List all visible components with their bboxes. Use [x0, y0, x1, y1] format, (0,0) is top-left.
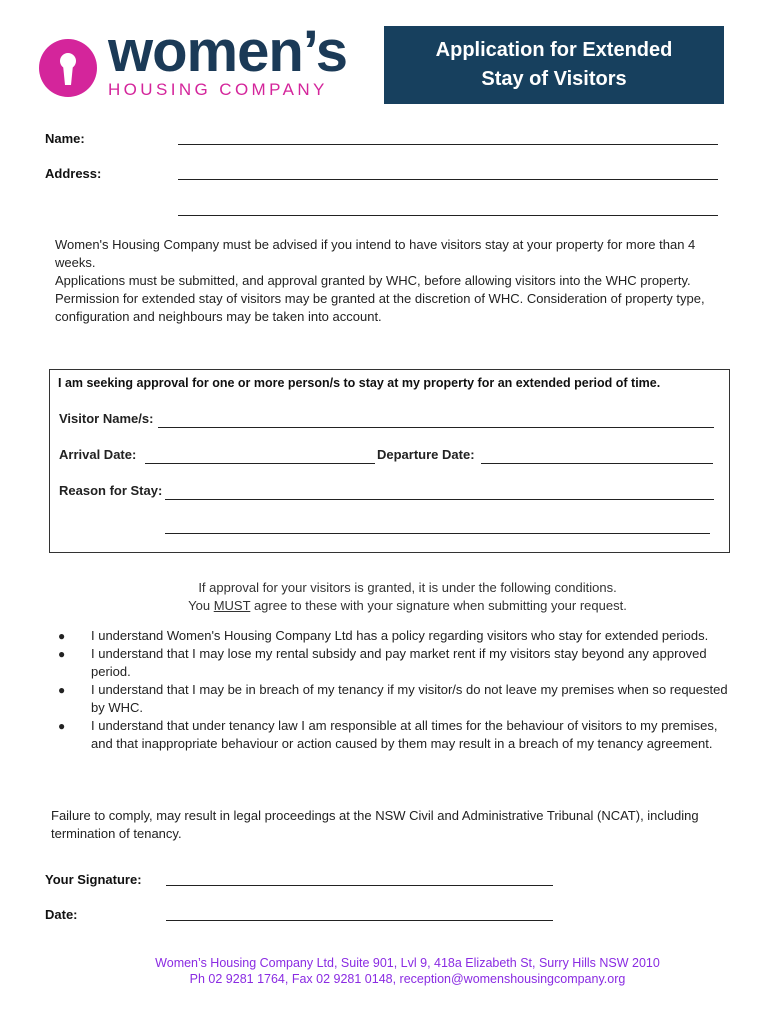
intro-paragraph: Women's Housing Company must be advised if you intend to have visitors stay at your property for more than 4 weeks.: [55, 237, 696, 270]
reason-for-stay-label: Reason for Stay:: [59, 483, 163, 498]
date-field[interactable]: [166, 920, 553, 921]
bullet-icon: ●: [58, 647, 66, 661]
logo-subtitle: HOUSING COMPANY: [108, 80, 328, 99]
visitor-names-field[interactable]: [158, 427, 714, 428]
address-label: Address:: [45, 166, 102, 181]
form-title: [384, 26, 724, 104]
title-line-2: Stay of Visitors: [481, 68, 627, 90]
list-item: [55, 627, 735, 645]
must-emphasis: MUST: [213, 598, 251, 613]
bullet-icon: ●: [58, 719, 66, 733]
conditions-intro: [0, 579, 770, 615]
conditions-text: agree to these with your signature when submitting your request.: [250, 598, 627, 613]
list-item: [55, 645, 735, 681]
list-item-text: I understand that I may be in breach of my tenancy if my visitor/s do not leave my premises when so requested by WHC.: [91, 682, 728, 715]
approval-heading: I am seeking approval for one or more person/s to stay at my property for an extended period of time.: [58, 376, 661, 390]
visitor-names-label: Visitor Name/s:: [59, 411, 154, 426]
intro-paragraph: Applications must be submitted, and approval granted by WHC, before allowing visitors into the WHC property.: [55, 273, 691, 288]
conditions-list: [55, 627, 735, 753]
signature-label: Your Signature:: [45, 872, 142, 887]
arrival-date-label: Arrival Date:: [59, 447, 137, 462]
footer: [0, 955, 770, 987]
list-item: [55, 717, 735, 753]
name-field[interactable]: [178, 144, 718, 145]
keyhole-icon: [38, 38, 98, 98]
address-field-line-1[interactable]: [178, 179, 718, 180]
conditions-text: You: [188, 598, 214, 613]
reason-for-stay-field-line-1[interactable]: [165, 499, 714, 500]
signature-field[interactable]: [166, 885, 553, 886]
footer-contact: Ph 02 9281 1764, Fax 02 9281 0148, reception@womenshousingcompany.org: [189, 972, 626, 986]
bullet-icon: ●: [58, 629, 66, 643]
title-line-1: Application for Extended: [435, 39, 673, 61]
conditions-line-2: [0, 597, 770, 615]
name-label: Name:: [45, 131, 85, 146]
logo-wordmark: women’s: [108, 19, 348, 84]
footer-address: Women’s Housing Company Ltd, Suite 901, Lvl 9, 418a Elizabeth St, Surry Hills NSW 2010: [155, 956, 660, 970]
list-item-text: I understand that under tenancy law I am responsible at all times for the behaviour of visitors to my premises, and that inappropriate behaviour or action caused by them may result in a breach of my tenancy agreement.: [91, 718, 718, 751]
conditions-line-1: If approval for your visitors is granted, it is under the following conditions.: [198, 580, 617, 595]
departure-date-field[interactable]: [481, 463, 713, 464]
intro-paragraph: Permission for extended stay of visitors may be granted at the discretion of WHC. Consideration of property type, configuration and neighbours may be taken into account.: [55, 291, 705, 324]
reason-for-stay-field-line-2[interactable]: [165, 533, 710, 534]
date-label: Date:: [45, 907, 78, 922]
departure-date-label: Departure Date:: [377, 447, 475, 462]
list-item-text: I understand Women's Housing Company Ltd has a policy regarding visitors who stay for extended periods.: [91, 628, 709, 643]
bullet-icon: ●: [58, 683, 66, 697]
address-field-line-2[interactable]: [178, 215, 718, 216]
failure-notice: Failure to comply, may result in legal proceedings at the NSW Civil and Administrative Tribunal (NCAT), including termination of tenancy.: [51, 808, 699, 841]
list-item-text: I understand that I may lose my rental subsidy and pay market rent if my visitors stay beyond any approved period.: [91, 646, 707, 679]
intro-text: [55, 236, 730, 326]
arrival-date-field[interactable]: [145, 463, 375, 464]
list-item: [55, 681, 735, 717]
